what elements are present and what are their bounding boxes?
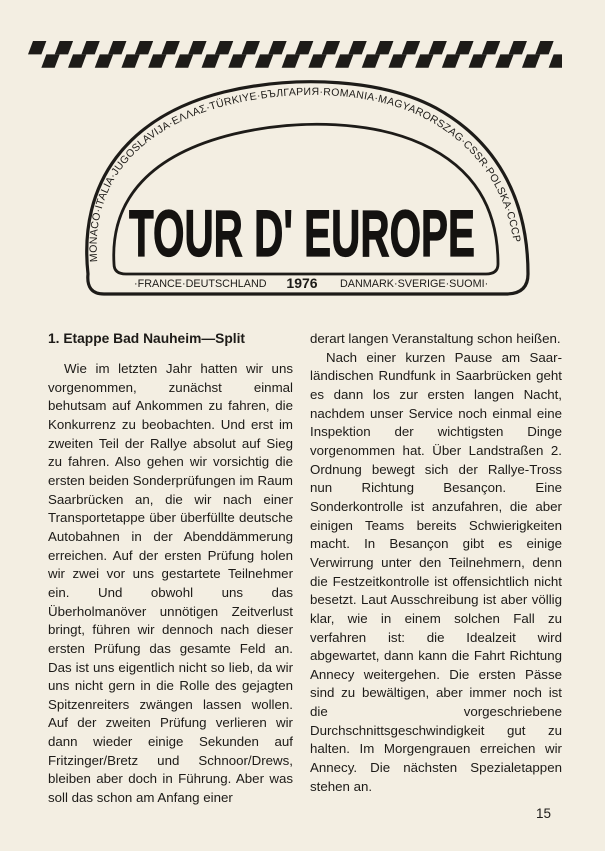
checker-square xyxy=(268,41,286,54)
checkered-flag-banner xyxy=(28,40,562,68)
checker-square xyxy=(295,41,313,54)
checker-square xyxy=(455,41,473,54)
emblem-bottom-right-countries: DANMARK·SVERIGE·SUOMI· xyxy=(340,278,489,290)
checker-square xyxy=(388,54,406,67)
checker-square xyxy=(162,41,180,54)
article-column-right xyxy=(310,330,562,796)
checker-square xyxy=(415,54,433,67)
checker-square xyxy=(442,54,460,67)
checker-square xyxy=(28,41,46,54)
checker-square xyxy=(175,54,193,67)
checker-square xyxy=(482,41,500,54)
checker-square xyxy=(429,41,447,54)
tour-emblem xyxy=(74,78,530,300)
checker-square xyxy=(81,41,99,54)
checker-square xyxy=(135,41,153,54)
checker-square xyxy=(402,41,420,54)
checker-square xyxy=(202,54,220,67)
checker-square xyxy=(215,41,233,54)
checker-square xyxy=(469,54,487,67)
checker-square xyxy=(282,54,300,67)
checker-square xyxy=(188,41,206,54)
emblem-country-arc-text: MONACO·ITALIA·JUGOSLAVIJA·ΕΛΛΑΣ·TÜRKIYE·БЪЛГАРИЯ·ROMANIA·MAGYARORSZAG·CSSR·POLSKA·CCCP xyxy=(87,85,523,263)
checker-square xyxy=(375,41,393,54)
checker-square xyxy=(535,41,553,54)
checker-square xyxy=(362,54,380,67)
checker-square xyxy=(348,41,366,54)
checker-square xyxy=(255,54,273,67)
article-paragraph: derart langen Veranstaltung schon heißen. xyxy=(310,331,561,346)
checker-square xyxy=(228,54,246,67)
checker-square xyxy=(322,41,340,54)
article-paragraph: Nach einer kurzen Pause am Saarländischen Rundfunk in Saarbrücken geht es dann los zur ersten langen Nacht, nachdem unser Service noch einmal eine Inspektion der wichtigsten Dinge vorgenommen hat. Über Landstraßen 2. Ordnung bewegt sich der Rallye-Tross nun Richtung Besançon. Eine Sonderkontrolle ist anzufahren, die aber einigen Teams bereits Schwierigkeiten macht. In Besançon gibt es einige Verwirrung unter den Teilnehmern, denn die Festzeitkontrolle ist offensichtlich nicht besetzt. Laut Ausschreibung ist aber völlig klar, wie in einem solchen Fall zu verfahren ist: die Idealzeit wird abgewartet, dann kann die Fahrt Richtung Annecy weitergehen. Die ersten Pässe sind zu bewältigen, aber immer noch ist die vorgeschriebene Durchschnittsgeschwindigkeit gut zu halten. Im Morgengrauen erreichen wir Annecy. Die nächsten Spezialetappen stehen an. xyxy=(310,349,562,794)
emblem-year: 1976 xyxy=(286,275,318,291)
checker-square xyxy=(549,54,562,67)
page-number: 15 xyxy=(536,806,552,821)
checker-square xyxy=(308,54,326,67)
checker-square xyxy=(148,54,166,67)
checker-square xyxy=(335,54,353,67)
emblem-bottom-left-countries: ·FRANCE·DEUTSCHLAND xyxy=(134,278,267,290)
checker-square xyxy=(68,54,86,67)
checker-square xyxy=(509,41,527,54)
checker-square xyxy=(41,54,59,67)
checker-square xyxy=(522,54,540,67)
checker-square xyxy=(55,41,73,54)
checker-square xyxy=(242,41,260,54)
checker-square xyxy=(121,54,139,67)
article-column-left xyxy=(48,330,293,808)
checker-square xyxy=(495,54,513,67)
emblem-title: TOUR D' EUROPE xyxy=(129,196,475,270)
checker-square xyxy=(108,41,126,54)
article-paragraph: Wie im letzten Jahr hatten wir uns vorgenommen, zunächst einmal behutsam auf Ankommen zu fahren, die Konkurrenz zu beobachten. Und erst im zweiten Teil der Rallye absolut auf Sieg zu fahren. Also gehen wir vorsichtig die ersten beiden Sonderprüfungen im Raum Saarbrücken an, die wir nach einer Transportetappe über überfüllte deutsche Autobahnen in der Abenddämmerung erreichen. Auf der ersten Prüfung holen wir zwei vor uns gestartete Teilnehmer ein. Und obwohl uns das Überholmanöver unnötigen Zeitverlust bringt, führen wir dennoch nach dieser ersten Prüfung das gesamte Feld an. Das ist uns eigentlich nicht so lieb, da wir uns nicht gern in die Rolle des gejagten Spitzenreiters zwängen lassen wollen. Auf der zweiten Prüfung verlieren wir dann wieder einige Sekunden auf Fritzinger/Bretz und Schnoor/Drews, bleiben aber doch in Führung. Aber was soll das schon am Anfang einer xyxy=(48,361,293,806)
article-heading: 1. Etappe Bad Nauheim—Split xyxy=(48,331,246,346)
checker-square xyxy=(95,54,113,67)
